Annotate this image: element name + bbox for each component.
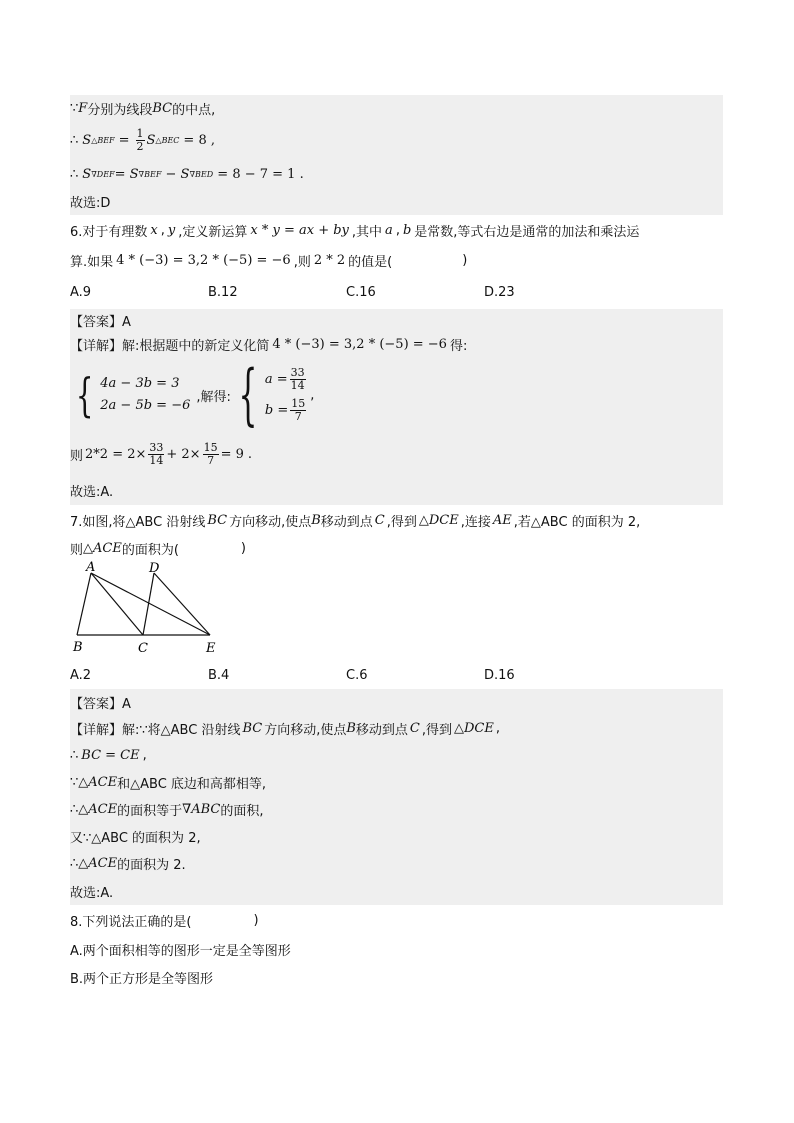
- math-subscript: ∇BEF: [138, 169, 162, 179]
- math-expr: 2 * 2: [313, 252, 346, 268]
- math-var: BC: [242, 721, 263, 736]
- math-var: △ACE: [78, 802, 118, 817]
- equation-2: 2a − 5b = −6: [100, 398, 191, 413]
- text: 的值是(: [348, 254, 393, 270]
- text: 的面积等于: [117, 804, 183, 819]
- answer-options: [70, 661, 723, 689]
- solution-line: 又∵△ABC 的面积为 2,: [70, 831, 201, 846]
- text: ): [253, 912, 259, 928]
- solution-line: [70, 433, 723, 475]
- math-var: S: [146, 132, 156, 148]
- math-var: AE: [492, 512, 512, 528]
- option-b[interactable]: B.12: [208, 284, 238, 300]
- math-expr: + 2×: [166, 446, 201, 462]
- option-d[interactable]: D.23: [484, 284, 515, 300]
- text: 方向移动,使点: [229, 514, 312, 530]
- text: ,: [310, 387, 315, 403]
- math-var: △ACE: [78, 856, 118, 871]
- math-var: S: [180, 166, 190, 182]
- text: ,则: [293, 254, 311, 270]
- label-a: A: [86, 561, 96, 575]
- text: ,: [395, 222, 400, 238]
- text: ,若△ABC 的面积为 2,: [513, 514, 641, 530]
- text: ,连接: [460, 514, 491, 530]
- solution-line: [70, 796, 723, 823]
- therefore-symbol: ∴: [70, 748, 79, 763]
- math-expr: BC = CE: [81, 748, 140, 763]
- option-b[interactable]: B.4: [208, 667, 230, 683]
- text: ,其中: [351, 224, 383, 240]
- segment-ab: [77, 573, 91, 635]
- math-subscript: △BEF: [91, 135, 115, 145]
- math-var: C: [374, 512, 385, 528]
- text: 的中点,: [172, 102, 216, 118]
- label-c: C: [138, 641, 148, 656]
- solution-line: [70, 121, 723, 159]
- text: ,: [142, 748, 147, 763]
- numerator: 15: [291, 397, 306, 410]
- because-symbol: ∵: [70, 100, 79, 116]
- solution-line: [70, 95, 723, 121]
- triangle-figure: [70, 561, 723, 661]
- denominator: 14: [149, 453, 164, 467]
- text: 【详解】解:∵将△ABC 沿射线: [70, 723, 241, 738]
- math-var: △ACE: [78, 775, 118, 790]
- text: 方向移动,使点: [264, 723, 347, 738]
- math-subscript: ∇BED: [189, 169, 214, 179]
- text: ): [240, 540, 246, 556]
- solution-block-5: [70, 95, 723, 215]
- option-a[interactable]: A.2: [70, 667, 92, 683]
- therefore-symbol: ∴: [70, 802, 79, 817]
- math-op: =: [114, 166, 130, 182]
- math-var: b =: [264, 402, 289, 418]
- text: ,得到: [386, 514, 417, 530]
- math-expr: = 8 − 7 = 1 .: [213, 166, 304, 182]
- numerator: 33: [290, 366, 305, 379]
- denominator: 7: [294, 410, 302, 423]
- math-var: △DCE: [418, 512, 459, 528]
- question-6: [70, 215, 723, 505]
- solution-line: [70, 850, 723, 877]
- math-var: ∇ABC: [182, 802, 221, 817]
- math-var: BC: [152, 100, 173, 116]
- math-var: BC: [207, 512, 228, 528]
- solution-block-7: [70, 689, 723, 905]
- text: ,得到: [421, 723, 453, 738]
- math-var: △DCE: [454, 721, 494, 736]
- math-var: x: [150, 222, 158, 238]
- numerator: 33: [149, 440, 164, 454]
- segment-ac: [91, 573, 143, 635]
- question-stem: [70, 245, 723, 275]
- question-stem: [70, 505, 723, 535]
- triangle-diagram: [70, 561, 230, 661]
- solution-conclusion: 故选:A.: [70, 484, 114, 500]
- math-var: B: [311, 512, 321, 528]
- text: ,: [160, 222, 165, 238]
- text: 的面积为(: [121, 542, 179, 558]
- text: 算.如果: [70, 254, 114, 270]
- math-subscript: △BEC: [155, 135, 180, 145]
- text: 移动到点: [355, 723, 408, 738]
- segment-ae: [91, 573, 210, 635]
- label-d: D: [149, 561, 160, 576]
- math-expr: 2*2 = 2×: [85, 446, 147, 462]
- text: 移动到点: [320, 514, 373, 530]
- equation-1: 4a − 3b = 3: [100, 376, 180, 391]
- text: 分别为线段: [87, 102, 153, 118]
- equation-system: [70, 357, 723, 433]
- question-stem: [70, 215, 723, 245]
- solution-line: [70, 769, 723, 796]
- denominator: 14: [290, 379, 305, 392]
- text: ): [462, 252, 468, 268]
- math-var: C: [409, 721, 420, 736]
- math-var: △ACE: [83, 540, 122, 556]
- math-var: F: [78, 100, 88, 116]
- therefore-symbol: ∴: [70, 856, 79, 871]
- solution-conclusion: 故选:D: [70, 195, 111, 211]
- option-c[interactable]: C.6: [346, 667, 368, 683]
- math-op: =: [118, 132, 130, 148]
- answer-label: 【答案】A: [70, 314, 131, 330]
- option-a[interactable]: A.9: [70, 284, 92, 300]
- option-a[interactable]: A.两个面积相等的图形一定是全等图形: [70, 943, 291, 959]
- math-expr: 4 * (−3) = 3,2 * (−5) = −6: [272, 336, 447, 352]
- solution-line: [70, 331, 723, 357]
- answer-label: 【答案】A: [70, 696, 131, 712]
- solution-line: [70, 715, 723, 742]
- math-var: a =: [264, 371, 288, 387]
- text: 得:: [449, 338, 468, 354]
- text: 6.对于有理数: [70, 224, 148, 240]
- segment-de: [154, 573, 210, 635]
- because-symbol: ∵: [70, 775, 79, 790]
- math-expr: 4 * (−3) = 3,2 * (−5) = −6: [116, 252, 291, 268]
- numerator: 1: [136, 126, 144, 140]
- document-page: [70, 95, 723, 991]
- text: ,: [495, 721, 501, 736]
- math-expr: = 8 ,: [183, 132, 215, 148]
- text: 7.如图,将△ABC 沿射线: [70, 514, 206, 530]
- segment-dc: [143, 573, 154, 635]
- label-e: E: [206, 641, 216, 656]
- therefore-symbol: ∴: [70, 132, 79, 148]
- text: 8.下列说法正确的是(: [70, 914, 192, 930]
- question-stem: [70, 535, 723, 561]
- label-b: B: [73, 640, 83, 655]
- question-8: [70, 905, 723, 991]
- math-var: y: [167, 222, 176, 238]
- math-expr: x * y = ax + by: [250, 222, 349, 238]
- math-var: S: [82, 166, 92, 182]
- text: 的面积为 2.: [117, 858, 186, 873]
- text: ,解得:: [196, 389, 231, 405]
- option-c[interactable]: C.16: [346, 284, 376, 300]
- option-b[interactable]: B.两个正方形是全等图形: [70, 971, 214, 987]
- fraction: [136, 128, 145, 153]
- text: 【详解】解:根据题中的新定义化简: [70, 338, 270, 354]
- math-expr: = 9: [220, 446, 244, 462]
- text: 则: [70, 448, 84, 464]
- text: 则: [70, 542, 84, 558]
- left-brace: {: [238, 356, 258, 433]
- text: 是常数,等式右边是通常的加法和乘法运: [414, 224, 640, 240]
- math-var: b: [402, 222, 412, 238]
- solution-line: [70, 742, 723, 769]
- math-op: −: [161, 166, 181, 182]
- question-stem: [70, 905, 723, 935]
- numerator: 15: [203, 440, 218, 454]
- math-var: a: [385, 222, 393, 238]
- solution-block-6: [70, 309, 723, 505]
- denominator: 2: [136, 139, 144, 153]
- math-var: S: [129, 166, 139, 182]
- question-7: [70, 505, 723, 905]
- text: ,定义新运算: [178, 224, 248, 240]
- math-var: S: [82, 132, 92, 148]
- left-brace: {: [75, 368, 94, 422]
- therefore-symbol: ∴: [70, 166, 79, 182]
- solution-line: [70, 159, 723, 189]
- answer-options: [70, 275, 723, 309]
- denominator: 7: [207, 453, 215, 467]
- text: .: [247, 446, 253, 462]
- text: 和△ABC 底边和高都相等,: [117, 777, 267, 792]
- math-var: B: [346, 721, 356, 736]
- option-d[interactable]: D.16: [484, 667, 515, 683]
- math-subscript: ∇DEF: [91, 169, 115, 179]
- text: 的面积,: [220, 804, 264, 819]
- solution-conclusion: 故选:A.: [70, 885, 114, 901]
